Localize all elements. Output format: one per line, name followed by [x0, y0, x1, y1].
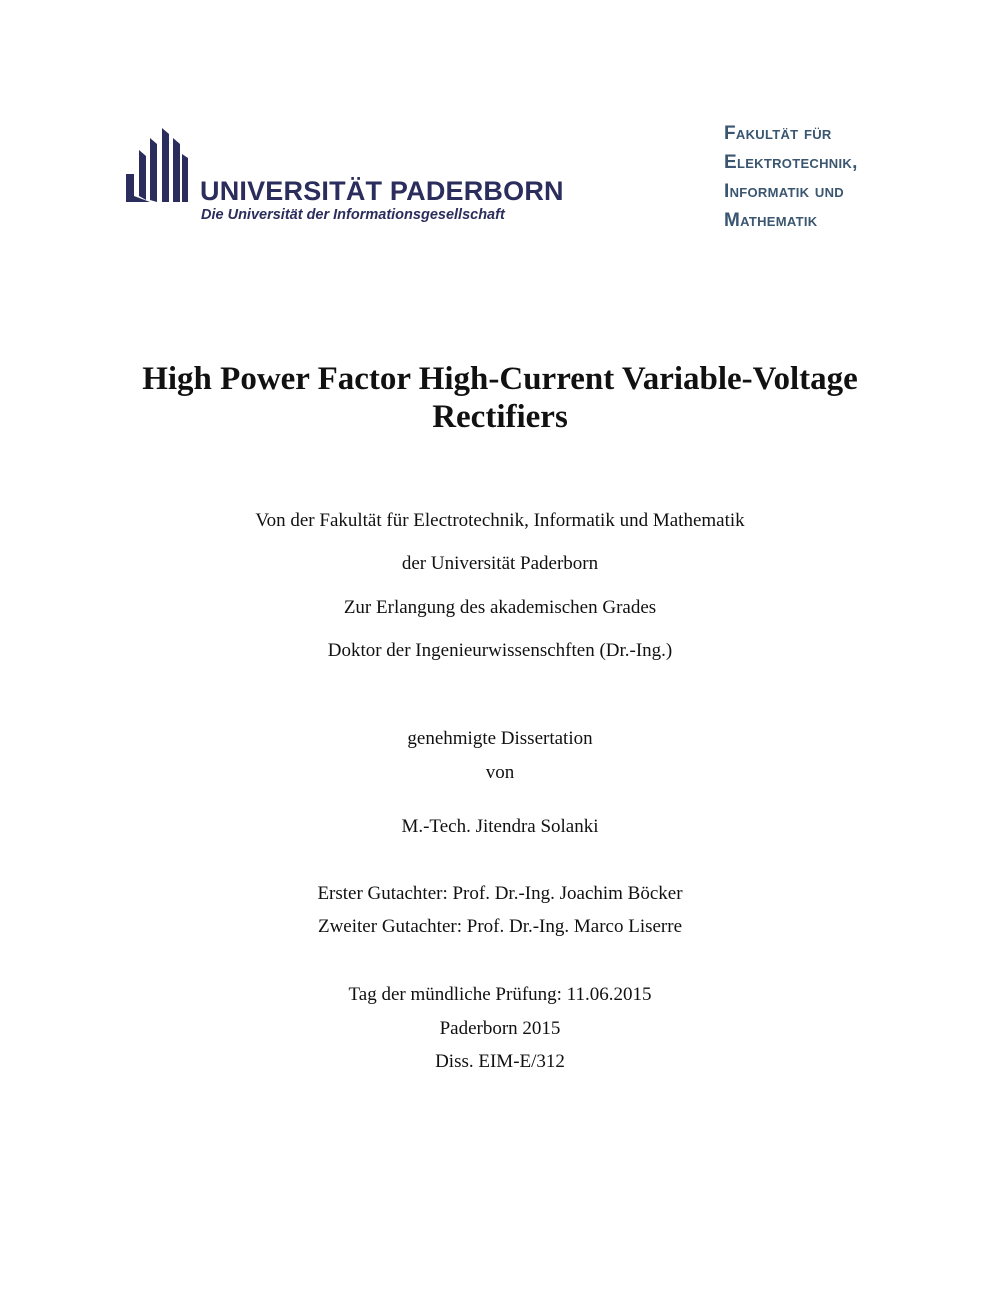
- faculty-line: Fakultät für: [724, 123, 832, 144]
- by-label: von: [485, 762, 515, 783]
- dissertation-label: genehmigte Dissertation: [407, 728, 593, 749]
- university-name: UNIVERSITÄT PADERBORN: [200, 176, 564, 206]
- purpose-line: Zur Erlangung des akademischen Grades: [343, 597, 657, 618]
- university-logo: [126, 126, 564, 226]
- second-reviewer: Zweiter Gutachter: Prof. Dr.-Ing. Marco Liserre: [317, 916, 683, 937]
- author-name: M.-Tech. Jitendra Solanki: [401, 816, 599, 837]
- faculty-line: Elektrotechnik,: [724, 152, 858, 173]
- place-year: Paderborn 2015: [439, 1018, 561, 1039]
- university-line: der Universität Paderborn: [401, 553, 599, 574]
- title-line-2: Rectifiers: [432, 399, 568, 435]
- degree-line: Doktor der Ingenieurwissenschften (Dr.-Ing.): [327, 640, 673, 661]
- faculty-line-text: Von der Fakultät für Electrotechnik, Informatik und Mathematik: [255, 510, 745, 531]
- university-emblem-icon: [126, 126, 190, 206]
- faculty-name: [724, 119, 858, 235]
- faculty-line: Mathematik: [724, 210, 818, 231]
- university-tagline: Die Universität der Informationsgesellschaft: [201, 207, 505, 223]
- faculty-line: Informatik und: [724, 181, 844, 202]
- first-reviewer: Erster Gutachter: Prof. Dr.-Ing. Joachim Böcker: [317, 883, 683, 904]
- dissertation-title: [60, 360, 940, 436]
- series-number: Diss. EIM-E/312: [435, 1051, 565, 1072]
- title-line-1: High Power Factor High-Current Variable-Voltage: [142, 361, 858, 397]
- exam-date: Tag der mündliche Prüfung: 11.06.2015: [348, 984, 652, 1005]
